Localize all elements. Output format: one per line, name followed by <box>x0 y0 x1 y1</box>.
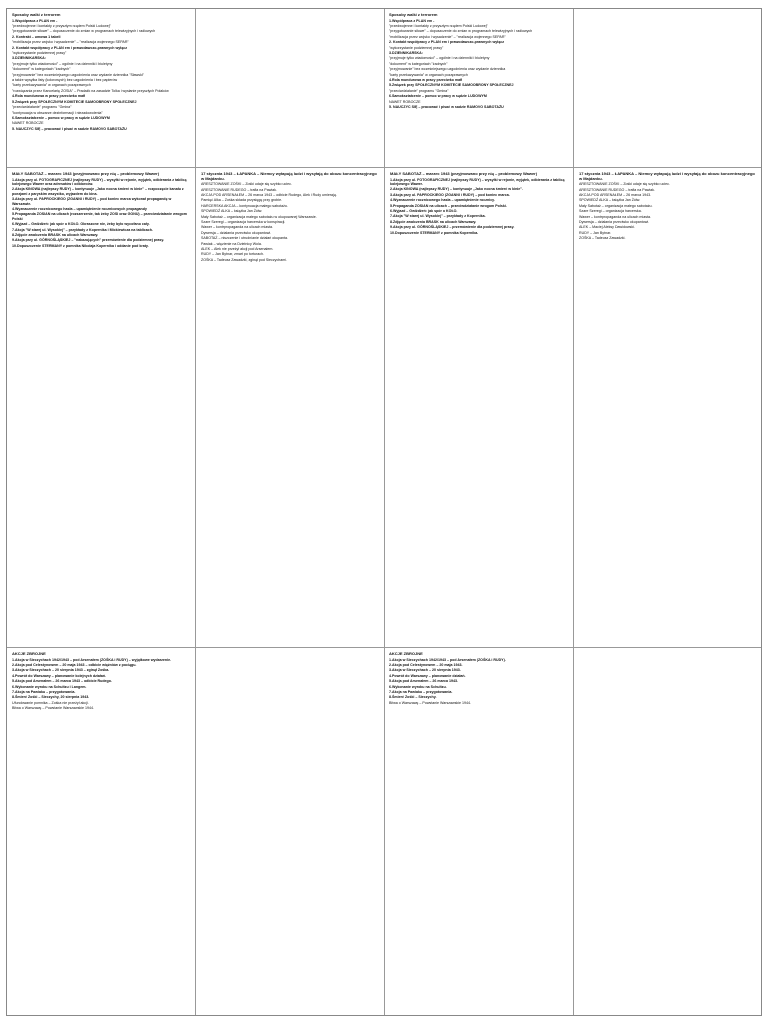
note-line: 6.Wykonanie wyroku na Schultzu i Langem. <box>12 684 87 689</box>
note-line: 4.Rola mundurowa w pracy przeciwko mafi <box>389 78 463 83</box>
notes-bottom-right <box>384 648 763 1017</box>
note-line: a także wysyłka listy (kolorowych) bez uzgodnienia i bez papierów <box>12 78 118 83</box>
note-line: 3.DZIENNIKARSKA: <box>389 51 423 56</box>
cell-title: Sposoby walki z terrorem <box>389 12 438 17</box>
note-line: 6.Samokształcenie – pomoc w pracy w sądzie LUDOWYM <box>389 94 487 99</box>
cell-title: 17 stycznia 1943 – ŁAPANKA – Niemcy wyłapują ludzi i wysyłają do obozu koncentracyjnego w Majdanku. <box>579 171 755 181</box>
note-line: ZOŚKA – Tadeusz Zawadzki, zginął pod Sieczychami. <box>201 257 288 262</box>
note-line: SABOTAŻ – niszczenie i utrudnianie działań okupanta. <box>201 236 289 241</box>
note-line: AKCJA POD ARSENAŁEM – 26 marca 1943. <box>579 193 652 197</box>
notes-mid-2 <box>196 168 384 647</box>
note-line: RUDY – Jan Bytnar. <box>579 230 612 235</box>
note-line: 8.Zdjęcie zwalczenia BRASK na ulicach Warszawy. <box>390 219 477 224</box>
note-line: 8.Śmierć Zośki – Sieczychy. <box>389 695 437 700</box>
cell-title: AKCJE ZBROJNE <box>12 651 46 656</box>
notes-mid-1 <box>7 168 195 647</box>
note-line: RUDY – Jan Bytnar, zmarł po torturach. <box>201 252 265 257</box>
note-line: "przedwojenne i kontakty z przyszłym rządem Polski Ludowej" <box>12 24 111 28</box>
note-line: HARCERSKA AKCJA – kontynuacja małego sabotażu. <box>201 203 288 208</box>
note-line: SPOWIEDŹ ALKA – książka Jan Żółw. <box>201 209 263 214</box>
document-sheet <box>6 8 762 1016</box>
note-line: Szare Szeregi – organizacja harcerska w konspiracji. <box>201 220 286 225</box>
note-line: 9.Akcja przy ul. GÓRNOŚLĄSKIEJ – przemówienie dla podziemnej prasy. <box>390 225 515 230</box>
note-line: "przyjmuje tylko wiadomości" – ogólnie i na dzienniki i biuletyny <box>389 56 490 61</box>
note-line: "przygotowanie siłowe" – dopuszczenie do zmian w programach telewizyjnych i radiowych <box>12 29 156 34</box>
note-line: 1.Akcja w Sieczychach 1942/1943 – pod Arsenałem (ZOŚKA i RUDY) – wyjątkowe wydarzenie. <box>12 657 172 662</box>
note-line: "przyjmuje tylko wiadomości" – ogólnie i na dzienniki i biuletyny <box>12 61 113 66</box>
note-line: ARESZTOWANIE ZOŚKI – Zośki udaje się szybko uciec. <box>201 182 292 187</box>
note-line: "przeciwdziałanie" programu "Gmina" <box>12 105 72 110</box>
note-line: 3.Akcja przy ul. PAPROCKIEGO (ZGANNI i RUDY) – pod koniec marca. <box>390 192 510 197</box>
note-line: 2.Akcja pod Celestynowem – 20 maja 1943 – odbicie więźniów z pociągu. <box>12 663 137 667</box>
note-line: "wykorzystanie podziemnej prasy" <box>389 45 444 50</box>
note-line: Bitwa o Warszawę – Powstanie Warszawskie 1944. <box>12 706 95 711</box>
note-line: 10.Dopuszczenie STERMANY z pomnika Nikolaja Kopernika i oddanie pod kraty. <box>12 243 149 248</box>
note-line: Dywersja – działania przeciwko okupantowi. <box>579 220 650 225</box>
note-line: ARESZTOWANIE RUDEGO – trafia na Pawiak. <box>579 187 655 192</box>
note-line: 4.Wyznaczenie rocznicowego hasła – upamiętnienie rocznicowych propagandy <box>12 207 147 212</box>
cell-title: 17 stycznia 1943 – ŁAPANKA – Niemcy wyłapują ludzi i wysyłają do obozu koncentracyjnego w Majdanku. <box>201 171 377 181</box>
note-line: ALEK – Maciej Aleksy Dawidowski. <box>579 225 635 230</box>
note-line: 5. NAUCZYC SIĘ – pracować i pisać w sadzie RAMOVO SABOTAŻU <box>389 105 504 110</box>
note-line: 2.Akcja KINOWA (najlepszy RUDY) – kontynuuje „Jako nocna śmierć w kinie". <box>390 187 523 192</box>
note-line: "karty przekazywania" w organach pozaprawnych <box>12 83 91 88</box>
note-line: 2.Akcja pod Celestynowem – 20 maja 1943. <box>389 663 463 667</box>
note-line: ZOŚKA – Tadeusz Zawadzki. <box>579 236 626 241</box>
note-line: Wawer – kontrpropaganda na ulicach miasta. <box>201 225 273 230</box>
note-line: 3.Akcja w Sieczychach – 20 sierpnia 1943 – zginął Zośka. <box>12 668 110 673</box>
notes-bottom-left <box>7 648 384 1017</box>
note-line: 5.Związek przy SPOŁECZNYM KOMITECIE SAMOOBRONY SPOŁECZNEJ <box>389 83 514 88</box>
note-line: "dokument" w kategoriach "żadnych" <box>12 67 71 72</box>
note-line: 3.Akcja w Sieczychach – 20 sierpnia 1943. <box>389 668 461 673</box>
note-line: 4.Powrót do Warszawy – planowanie kolejnych działań. <box>12 673 107 678</box>
note-line: Ufundowanie pomnika – Zośka nie przeżył akcji. <box>12 700 89 705</box>
note-line: 2. Kontakt współpracy z PLAN em i prawodawczo-prawnych wyłącz <box>12 45 128 50</box>
note-line: Mały Sabotaż – organizacja małego sabotażu w okupowanej Warszawie. <box>201 214 317 219</box>
note-line: ARESZTOWANIE RUDEGO – trafia na Pawiak. <box>201 187 277 192</box>
note-line: 10.Dopuszczenie STERMANY z pomnika Kopernika. <box>390 230 479 235</box>
cell-title: Sposoby walki z terrorem <box>12 12 61 17</box>
note-line: 1.Wspólpraca z PLAN em - <box>389 18 435 23</box>
notes-mid-3 <box>385 168 573 647</box>
note-line: 6.Samokształcenie – pomoc w pracy w sądzie LUDOWYM <box>12 115 110 120</box>
note-line: Pamięć Alka – Zośka składa przysięgę przy grobie. <box>201 198 283 203</box>
notes-mid-4 <box>574 168 763 647</box>
note-line: 1.Akcja w Sieczychach 1942/1943 – pod Arsenałem (ZOŚKA i RUDY). <box>389 657 506 662</box>
cell-title: AKCJE ZBROJNE <box>389 651 423 656</box>
note-line: NAWET ROBOCZE <box>12 121 44 126</box>
note-line: "kontynuacja w obszarze dezinformacji i niezadowolenia" <box>12 110 103 115</box>
note-line: 5.Akcja pod Arsenałem – 26 marca 1943 – odbicie Rudego. <box>12 679 112 684</box>
note-line: SPOWIEDŹ ALKA – książka Jan Żółw. <box>579 198 641 203</box>
note-line: 3.DZIENNIKARSKA: <box>12 56 46 61</box>
note-line: "przyjmowanie" bez wcześniejszego uzgodnienia oraz wydanie dziennika "Sławski" <box>12 72 144 77</box>
note-line: 1.Akcja przy ul. FOTOGRAFICZNEJ (najlepszy RUDY) – wysyłki w rejonie, wyjątek, odbierania z tablicą kolejowego Wawer oraz adresatów i odbiorców. <box>12 177 187 186</box>
note-line: 7.Akcja na Pawiaku – przygotowania. <box>12 690 76 695</box>
note-line: "przygotowanie siłowe" – dopuszczenie do zmian w programach telewizyjnych i radiowych <box>389 29 533 34</box>
note-line: "przeciwdziałanie" programu "Gmina" <box>389 88 449 93</box>
note-line: 4.Powrót do Warszawy – planowanie działań. <box>389 673 466 678</box>
note-line: NAWET ROBOCZE <box>389 99 421 104</box>
note-line: 2. Kontrakt – umowa 1 tabeli <box>12 34 61 39</box>
note-line: ARESZTOWANIE ZOŚKI – Zośki udaje się szybko uciec. <box>579 182 670 187</box>
note-line: 6.Wyjazd – Gwiżdżeń: jak spór o KOŁO. <box>390 209 458 214</box>
notes-top-left <box>7 9 384 167</box>
note-line: "rozwiązania przez Kancelarię ZOSIA" – Pradażk na zasadzie Tolka i wysłanie przyszłych Polaków <box>12 88 169 93</box>
note-line: "mobilizacja przez wojsko i wysadzenie" – "realizacja wojennego SEPAR" <box>12 40 129 45</box>
note-line: "dokument" w kategoriach "żadnych" <box>389 61 448 66</box>
note-line: 2. Kontakt współpracy z PLAN em i prawodawczo-prawnych wyłącz <box>389 40 505 45</box>
note-line: 7.Akcja "W starej ul. Wysokiej" – przykłady z Kopernika i Mickiewicza na tablicach. <box>12 227 153 232</box>
note-line: "mobilizacja przez wojsko i wysadzenie" – "realizacja wojennego SEPAR" <box>389 34 506 39</box>
note-line: 3.Akcja przy ul. PAPROCKIEGO (ZGANNI i RUDY) – pod koniec marca wykonał propagandę w Warszawie. <box>12 197 172 206</box>
note-line: 8.Zdjęcie zwalczenia BRASK na ulicach Warszawy. <box>12 233 99 238</box>
note-line: AKCJA POD ARSENAŁEM – 26 marca 1943 – odbicie Rudego, Alek i Rudy umierają. <box>201 193 337 197</box>
note-line: Bitwa o Warszawę – Powstanie Warszawskie 1944. <box>389 700 472 705</box>
note-line: Pawiak – więzienie na Dzielnicy Wola. <box>201 241 262 246</box>
cell-title: MAŁY SABOTAŻ – marzec 1943 (przyjmowano przy nią – problemowy Wawer) <box>12 171 160 176</box>
note-line: 7.Akcja "W starej ul. Wysokiej" – przykłady z Kopernika. <box>390 214 486 219</box>
note-line: 6.Wyjazd – Gwiżdżeń: jak spór o KOŁO. Okraszone nie, żeby było wycofano cały. <box>12 222 150 227</box>
note-line: ALEK – Alek nie przeżył akcji pod Arsenałem. <box>201 247 274 252</box>
note-line: 5. NAUCZYC SIĘ – pracować i pisać w sadzie RAMOVO SABOTAŻU <box>12 126 127 131</box>
note-line: "wykorzystanie podziemnej prasy" <box>12 51 67 56</box>
note-line: 5.Propaganda ZOSIAN na ulicach (rozszerzenie, tak żeby ZOSI oraz GONU) – przeciwdziałanie wrogom Polski <box>12 212 187 221</box>
note-line: 5.Akcja pod Arsenałem – 26 marca 1943. <box>389 679 458 684</box>
note-line: 4.Wyznaczenie rocznicowego hasła – upamiętnienie rocznicy. <box>390 198 495 203</box>
note-line: 8.Śmierć Zośki – Sieczychy, 20 sierpnia 1943. <box>12 695 90 700</box>
note-line: 1.Akcja przy ul. FOTOGRAFICZNEJ (najlepszy RUDY) – wysyłki w rejonie, wyjątek, odbierania z tablicą kolejowego Wawer. <box>390 177 565 186</box>
note-line: 2.Akcja KINOWA (najlepszy RUDY) – kontynuuje „Jako nocna śmierć w kinie" – rozpoczęcie kanału z poezjami z paryskim wszystko, wyjazdem do kina. <box>12 187 184 196</box>
cell-title: MAŁY SABOTAŻ – marzec 1943 (przyjmowano przy nią – problemowy Wawer) <box>390 171 538 176</box>
notes-top-right <box>384 9 763 167</box>
note-line: 9.Akcja przy ul. GÓRNOŚLĄSKIEJ – "nakazujących" przemówienie dla podziemnej prasy. <box>12 238 165 243</box>
note-line: 5.Propaganda ZOSIAN na ulicach – przeciwdziałanie wrogom Polski. <box>390 203 507 208</box>
note-line: 5.Związek przy SPOŁECZNYM KOMITECIE SAMOOBRONY SPOŁECZNEJ <box>12 99 137 104</box>
note-line: Mały Sabotaż – organizacja małego sabotażu. <box>579 203 653 208</box>
note-line: 1.Wspólpraca z PLAN em - <box>12 18 58 23</box>
note-line: "karty przekazywania" w organach pozaprawnych <box>389 72 468 77</box>
note-line: "przyjmowanie" bez wcześniejszego uzgodnienia oraz wydanie dziennika <box>389 67 506 72</box>
note-line: Wawer – kontrpropaganda na ulicach miasta. <box>579 214 651 219</box>
note-line: "przedwojenne i kontakty z przyszłym rządem Polski Ludowej" <box>389 24 488 28</box>
note-line: 7.Akcja na Pawiaku – przygotowania. <box>389 690 453 695</box>
note-line: 6.Wykonanie wyroku na Schultzu. <box>389 684 447 689</box>
note-line: 4.Rola mundurowa w pracy przeciwko mafi <box>12 94 86 99</box>
note-line: Szare Szeregi – organizacja harcerska. <box>579 209 642 214</box>
note-line: Dywersja – działania przeciwko okupantowi. <box>201 230 272 235</box>
